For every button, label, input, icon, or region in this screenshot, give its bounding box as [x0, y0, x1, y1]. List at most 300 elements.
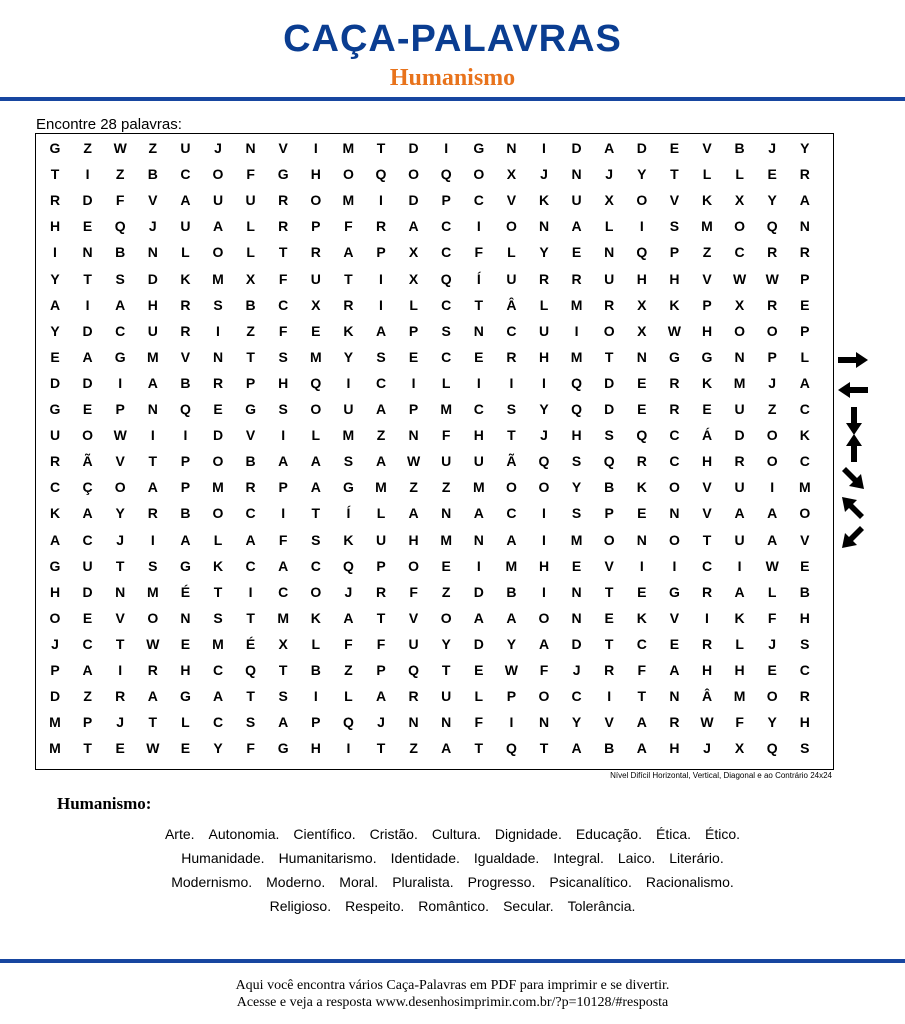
- grid-letter: R: [147, 662, 158, 678]
- grid-letter: C: [115, 322, 126, 339]
- grid-letter: A: [82, 505, 93, 522]
- grid-letter: H: [49, 218, 61, 235]
- grid-letter: M: [277, 609, 290, 626]
- grid-letter: J: [768, 635, 777, 652]
- grid-letter: Q: [766, 740, 778, 757]
- grid-letter: Z: [409, 740, 418, 757]
- grid-letter: M: [49, 740, 61, 757]
- grid-letter: P: [180, 479, 191, 496]
- grid-letter: C: [180, 166, 191, 183]
- grid-letter: M: [701, 218, 713, 235]
- grid-letter: I: [118, 374, 123, 391]
- grid-letter: O: [603, 322, 615, 339]
- grid-letter: W: [700, 714, 714, 731]
- grid-letter: V: [278, 140, 288, 156]
- arrow-down-left-icon: [838, 522, 868, 552]
- grid-letter: Z: [83, 140, 92, 156]
- grid-letter: K: [701, 192, 713, 209]
- grid-letter: T: [344, 270, 353, 287]
- grid-letter: T: [50, 166, 60, 183]
- grid-letter: F: [344, 218, 353, 235]
- grid-letter: R: [49, 192, 61, 209]
- grid-letter: D: [571, 635, 582, 652]
- word-list-line: [40, 822, 865, 846]
- grid-letter: S: [376, 348, 386, 365]
- grid-letter: P: [311, 714, 321, 731]
- word-item: Arte.: [164, 826, 195, 842]
- grid-letter: A: [375, 322, 387, 339]
- grid-letter: G: [49, 401, 61, 417]
- grid-letter: K: [180, 270, 191, 287]
- grid-letter: J: [377, 714, 385, 731]
- grid-letter: Q: [375, 166, 387, 183]
- grid-letter: U: [180, 218, 191, 235]
- grid-letter: U: [538, 322, 550, 339]
- grid-letter: T: [115, 635, 125, 652]
- word-item: Romântico.: [418, 898, 490, 914]
- grid-letter: T: [539, 740, 549, 757]
- grid-letter: O: [310, 401, 322, 417]
- grid-letter: X: [245, 270, 256, 287]
- grid-letter: M: [146, 348, 159, 365]
- grid-letter: P: [767, 348, 777, 365]
- grid-letter: Q: [505, 740, 517, 757]
- grid-letter: N: [212, 348, 224, 365]
- grid-letter: H: [310, 740, 321, 757]
- grid-letter: A: [506, 609, 517, 626]
- grid-letter: C: [212, 662, 224, 678]
- grid-letter: N: [636, 348, 647, 365]
- grid-letter: J: [768, 140, 777, 156]
- grid-letter: E: [637, 583, 647, 600]
- grid-letter: A: [767, 531, 778, 548]
- grid-letter: O: [603, 531, 615, 548]
- grid-letter: T: [311, 505, 321, 522]
- grid-letter: R: [506, 348, 517, 365]
- difficulty-note: Nível Difícil Horizontal, Vertical, Diagonal e ao Contrário 24x24: [610, 771, 832, 780]
- word-list-title: Humanismo:: [57, 794, 152, 813]
- grid-letter: S: [669, 218, 680, 235]
- grid-letter: E: [604, 609, 614, 626]
- grid-letter: T: [474, 296, 484, 313]
- grid-letter: Í: [346, 505, 351, 522]
- grid-letter: A: [408, 218, 419, 235]
- grid-letter: K: [538, 192, 550, 209]
- grid-letter: J: [703, 740, 711, 757]
- grid-letter: I: [509, 374, 514, 391]
- grid-letter: M: [342, 427, 355, 444]
- grid-letter: O: [734, 322, 746, 339]
- grid-letter: R: [767, 244, 778, 261]
- grid-letter: B: [115, 244, 126, 261]
- grid-letter: C: [799, 401, 810, 417]
- grid-letter: U: [310, 270, 321, 287]
- grid-letter: V: [702, 479, 712, 496]
- grid-letter: B: [245, 296, 256, 313]
- grid-letter: E: [767, 166, 777, 183]
- grid-letter: I: [313, 140, 318, 156]
- grid-letter: E: [441, 557, 451, 574]
- grid-letter: J: [572, 662, 581, 678]
- word-item: Integral.: [553, 850, 604, 866]
- grid-letter: M: [212, 479, 224, 496]
- grid-letter: W: [146, 740, 160, 757]
- grid-letter: L: [213, 531, 223, 548]
- grid-letter: A: [538, 635, 550, 652]
- grid-letter: O: [538, 688, 550, 705]
- grid-letter: A: [212, 688, 224, 705]
- grid-letter: N: [147, 244, 158, 261]
- grid-letter: Â: [701, 688, 713, 705]
- grid-letter: T: [246, 348, 255, 365]
- grid-letter: N: [115, 583, 126, 600]
- word-item: Tolerância.: [567, 898, 636, 914]
- instruction-text: Encontre 28 palavras:: [36, 116, 182, 133]
- word-item: Humanidade.: [181, 850, 265, 866]
- grid-letter: R: [310, 244, 321, 261]
- grid-letter: I: [346, 374, 351, 391]
- grid-letter: M: [440, 531, 453, 548]
- grid-letter: T: [278, 244, 288, 261]
- grid-letter: R: [636, 453, 647, 470]
- grid-letter: G: [277, 740, 289, 757]
- grid-letter: O: [538, 479, 550, 496]
- grid-letter: R: [375, 218, 387, 235]
- grid-letter: M: [49, 714, 61, 731]
- grid-letter: N: [571, 583, 582, 600]
- grid-letter: A: [147, 688, 158, 705]
- grid-letter: M: [309, 348, 322, 365]
- grid-letter: U: [734, 479, 745, 496]
- grid-letter: D: [473, 583, 484, 600]
- grid-letter: K: [212, 557, 224, 574]
- grid-letter: G: [277, 166, 289, 183]
- grid-letter: N: [473, 322, 484, 339]
- grid-letter: O: [310, 192, 322, 209]
- grid-letter: T: [604, 583, 614, 600]
- grid-letter: F: [278, 270, 288, 287]
- grid-letter: J: [768, 374, 777, 391]
- grid-letter: N: [538, 714, 550, 731]
- grid-letter: I: [379, 296, 383, 313]
- grid-letter: U: [604, 270, 615, 287]
- grid-letter: I: [672, 557, 677, 574]
- grid-letter: I: [737, 557, 742, 574]
- grid-letter: E: [50, 348, 60, 365]
- word-item: Literário.: [669, 850, 724, 866]
- grid-letter: B: [799, 583, 810, 600]
- grid-letter: O: [668, 531, 680, 548]
- grid-letter: P: [702, 296, 712, 313]
- grid-letter: A: [571, 740, 582, 757]
- grid-letter: T: [246, 609, 255, 626]
- grid-letter: C: [506, 505, 517, 522]
- grid-letter: O: [440, 609, 452, 626]
- grid-letter: A: [734, 583, 745, 600]
- grid-letter: X: [637, 296, 647, 313]
- grid-letter: M: [146, 583, 159, 600]
- word-item: Autonomia.: [208, 826, 280, 842]
- grid-letter: P: [311, 218, 321, 235]
- grid-letter: M: [505, 557, 518, 574]
- grid-letter: C: [212, 714, 224, 731]
- grid-letter: R: [571, 270, 582, 287]
- word-item: Laico.: [617, 850, 656, 866]
- grid-letter: V: [115, 609, 125, 626]
- grid-letter: F: [246, 740, 255, 757]
- grid-letter: T: [670, 166, 679, 183]
- grid-letter: S: [213, 609, 223, 626]
- grid-letter: I: [379, 270, 383, 287]
- grid-letter: Z: [83, 688, 92, 705]
- grid-letter: E: [767, 662, 777, 678]
- grid-letter: D: [49, 374, 61, 391]
- grid-letter: H: [278, 374, 289, 391]
- grid-letter: P: [180, 453, 191, 470]
- grid-letter: F: [441, 427, 451, 444]
- grid-letter: Z: [148, 140, 158, 156]
- grid-letter: U: [506, 270, 517, 287]
- grid-letter: M: [212, 635, 224, 652]
- grid-letter: P: [82, 714, 93, 731]
- grid-letter: N: [669, 688, 680, 705]
- grid-letter: O: [799, 505, 811, 522]
- grid-letter: O: [636, 192, 648, 209]
- grid-letter: R: [343, 296, 354, 313]
- grid-letter: V: [506, 192, 517, 209]
- grid-letter: S: [800, 635, 810, 652]
- word-list-line: [40, 894, 865, 918]
- word-item: Moderno.: [266, 874, 326, 890]
- grid-letter: R: [245, 479, 256, 496]
- grid-letter: T: [83, 270, 92, 287]
- grid-letter: Q: [342, 557, 354, 574]
- grid-letter: A: [82, 662, 93, 678]
- grid-letter: P: [408, 401, 419, 417]
- grid-letter: P: [441, 192, 451, 209]
- grid-letter: N: [571, 166, 582, 183]
- grid-letter: E: [669, 635, 680, 652]
- grid-letter: V: [408, 609, 419, 626]
- grid-letter: G: [179, 688, 191, 705]
- grid-letter: J: [214, 140, 222, 156]
- grid-letter: I: [85, 296, 90, 313]
- grid-letter: O: [212, 453, 224, 470]
- grid-letter: C: [571, 688, 582, 705]
- grid-letter: S: [115, 270, 125, 287]
- grid-letter: A: [49, 531, 61, 548]
- grid-letter: A: [278, 453, 289, 470]
- grid-letter: G: [342, 479, 354, 496]
- grid-letter: E: [311, 322, 321, 339]
- grid-letter: P: [376, 662, 386, 678]
- grid-letter: I: [313, 688, 318, 705]
- grid-letter: L: [246, 218, 255, 235]
- grid-letter: N: [441, 714, 452, 731]
- grid-letter: M: [733, 374, 746, 391]
- grid-letter: S: [278, 688, 288, 705]
- grid-letter: V: [800, 531, 810, 548]
- grid-letter: Q: [440, 166, 452, 183]
- grid-letter: B: [604, 479, 615, 496]
- grid-letter: I: [542, 140, 546, 156]
- grid-letter: D: [49, 688, 61, 705]
- grid-letter: H: [669, 740, 680, 757]
- grid-letter: Y: [50, 322, 60, 339]
- grid-letter: U: [473, 453, 484, 470]
- grid-letter: Y: [571, 714, 582, 731]
- grid-letter: H: [734, 662, 745, 678]
- grid-letter: Y: [506, 635, 517, 652]
- grid-letter: B: [180, 374, 191, 391]
- grid-letter: Q: [603, 453, 615, 470]
- grid-letter: O: [147, 609, 159, 626]
- grid-letter: É: [180, 583, 191, 600]
- grid-letter: V: [669, 192, 680, 209]
- grid-letter: S: [278, 348, 288, 365]
- grid-letter: A: [571, 218, 582, 235]
- grid-letter: O: [212, 166, 224, 183]
- grid-letter: A: [212, 218, 224, 235]
- grid-letter: O: [342, 166, 354, 183]
- grid-letter: W: [113, 140, 127, 156]
- grid-letter: I: [379, 192, 383, 209]
- grid-letter: Q: [766, 218, 778, 235]
- grid-letter: T: [637, 688, 647, 705]
- grid-letter: T: [148, 714, 158, 731]
- grid-letter: Q: [179, 401, 191, 417]
- grid-letter: I: [476, 557, 481, 574]
- grid-letter: I: [542, 531, 546, 548]
- grid-letter: H: [701, 662, 713, 678]
- grid-letter: P: [376, 244, 386, 261]
- grid-letter: Y: [539, 401, 549, 417]
- grid-letter: Ã: [506, 453, 517, 470]
- grid-letter: Z: [441, 479, 451, 496]
- grid-letter: P: [800, 322, 810, 339]
- grid-letter: N: [82, 244, 93, 261]
- grid-letter: F: [474, 244, 484, 261]
- grid-letter: I: [85, 166, 90, 183]
- grid-letter: F: [767, 609, 777, 626]
- grid-letter: R: [538, 270, 550, 287]
- grid-letter: A: [245, 531, 256, 548]
- grid-letter: D: [212, 427, 224, 444]
- grid-letter: R: [180, 296, 191, 313]
- grid-letter: J: [116, 714, 125, 731]
- grid-letter: H: [669, 270, 680, 287]
- grid-letter: L: [800, 348, 810, 365]
- grid-letter: Z: [344, 662, 353, 678]
- grid-letter: C: [49, 479, 61, 496]
- word-item: Psicanalítico.: [549, 874, 632, 890]
- grid-letter: J: [540, 166, 548, 183]
- grid-letter: U: [734, 401, 745, 417]
- grid-letter: G: [114, 348, 126, 365]
- grid-letter: R: [669, 374, 680, 391]
- grid-letter: C: [441, 218, 452, 235]
- word-item: Dignidade.: [494, 826, 562, 842]
- grid-letter: Q: [408, 662, 420, 678]
- grid-letter: R: [278, 192, 289, 209]
- grid-letter: L: [311, 635, 321, 652]
- grid-letter: V: [702, 140, 712, 156]
- grid-letter: T: [441, 662, 451, 678]
- grid-letter: C: [506, 322, 517, 339]
- grid-letter: W: [765, 270, 779, 287]
- grid-letter: W: [504, 662, 518, 678]
- grid-letter: E: [800, 296, 810, 313]
- word-item: Identidade.: [390, 850, 460, 866]
- grid-letter: O: [408, 166, 420, 183]
- grid-letter: E: [800, 557, 810, 574]
- grid-letter: F: [344, 635, 353, 652]
- grid-letter: C: [82, 531, 93, 548]
- grid-letter: T: [702, 531, 712, 548]
- grid-letter: D: [408, 140, 419, 156]
- grid-letter: A: [473, 609, 484, 626]
- grid-letter: J: [51, 635, 59, 652]
- grid-letter: V: [604, 557, 614, 574]
- grid-letter: O: [766, 427, 778, 444]
- grid-letter: Q: [571, 401, 583, 417]
- grid-letter: U: [734, 531, 745, 548]
- grid-letter: E: [408, 348, 419, 365]
- grid-letter: Q: [538, 453, 550, 470]
- grid-letter: B: [245, 453, 256, 470]
- grid-letter: D: [604, 401, 615, 417]
- grid-letter: S: [506, 401, 517, 417]
- grid-letter: H: [538, 348, 550, 365]
- grid-letter: I: [476, 374, 481, 391]
- grid-letter: N: [571, 609, 582, 626]
- grid-letter: S: [278, 401, 288, 417]
- grid-letter: O: [82, 427, 94, 444]
- grid-letter: D: [408, 192, 419, 209]
- grid-letter: Z: [409, 479, 418, 496]
- grid-letter: X: [311, 296, 321, 313]
- grid-letter: P: [506, 688, 517, 705]
- grid-letter: U: [180, 140, 191, 156]
- grid-letter: E: [474, 662, 484, 678]
- grid-letter: L: [181, 244, 190, 261]
- grid-letter: Q: [636, 427, 648, 444]
- grid-letter: X: [734, 740, 745, 757]
- grid-letter: A: [310, 453, 321, 470]
- grid-letter: B: [506, 583, 517, 600]
- grid-letter: I: [509, 714, 514, 731]
- grid-letter: G: [49, 557, 61, 574]
- grid-letter: Â: [506, 296, 517, 313]
- grid-letter: A: [441, 740, 452, 757]
- grid-letter: O: [766, 322, 778, 339]
- grid-letter: A: [278, 557, 289, 574]
- grid-letter: K: [799, 427, 810, 444]
- grid-letter: P: [278, 479, 288, 496]
- word-item: Ético.: [705, 826, 741, 842]
- grid-letter: T: [604, 635, 614, 652]
- grid-letter: B: [147, 166, 158, 183]
- arrow-up-icon: [845, 432, 863, 464]
- grid-letter: Z: [376, 427, 386, 444]
- grid-letter: R: [604, 662, 615, 678]
- grid-letter: E: [571, 557, 582, 574]
- grid-letter: F: [376, 635, 386, 652]
- grid-letter: Í: [476, 270, 481, 287]
- grid-letter: R: [604, 296, 615, 313]
- grid-letter: I: [150, 531, 155, 548]
- grid-letter: T: [213, 583, 223, 600]
